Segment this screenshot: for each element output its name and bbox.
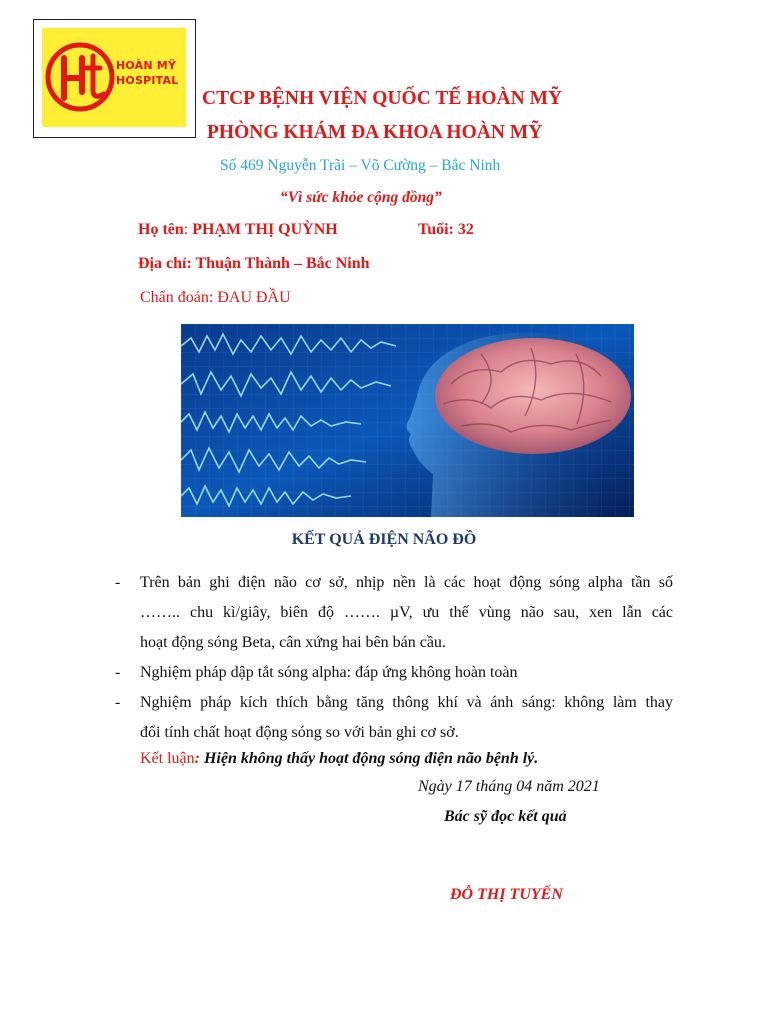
logo-line-2: HOSPITAL — [116, 74, 179, 87]
clinic-name: PHÒNG KHÁM ĐA KHOA HOÀN MỸ — [207, 122, 543, 143]
conclusion-label: Kết luận — [140, 750, 195, 767]
result-item-1-line-1: Trên bản ghi điện não cơ sở, nhịp nền là các hoạt động sóng alpha tần số — [140, 574, 673, 591]
result-item-2-line-1: Nghiệm pháp dập tắt sóng alpha: đáp ứng không hoàn toàn — [140, 664, 518, 681]
hospital-logo — [33, 19, 196, 138]
bullet-marker: - — [115, 664, 121, 681]
result-item-3-line-2: đổi tính chất hoạt động sóng so với bản ghi cơ sở. — [140, 724, 459, 741]
diagnosis-row — [140, 289, 291, 307]
patient-name-label: Họ tên — [138, 221, 184, 238]
conclusion-row — [140, 750, 538, 768]
result-item-3-line-1: Nghiệm pháp kích thích bằng tăng thông khí và ánh sáng: không làm thay — [140, 694, 673, 711]
patient-name-colon: : — [183, 221, 189, 238]
report-date: Ngày 17 tháng 04 năm 2021 — [418, 778, 600, 795]
diagnosis-value: ĐAU ĐẦU — [217, 289, 291, 306]
diagnosis-label: Chẩn đoán: — [140, 289, 214, 306]
logo-background — [42, 28, 186, 127]
doctor-label: Bác sỹ đọc kết quả — [444, 808, 567, 825]
patient-age: 32 — [457, 221, 474, 238]
doctor-name: ĐỖ THỊ TUYẾN — [450, 886, 563, 903]
result-item-1-line-2: …….. chu kì/giây, biên độ ……. µV, ưu thế vùng não sau, xen lẫn các — [140, 604, 673, 621]
result-title: KẾT QUẢ ĐIỆN NÃO ĐỒ — [291, 531, 477, 548]
clinic-address: Số 469 Nguyễn Trãi – Võ Cường – Bắc Ninh — [220, 157, 501, 174]
logo-line-1: HOÀN MỸ — [116, 59, 177, 72]
patient-address-label: Địa chỉ: — [138, 255, 192, 272]
bullet-marker: - — [115, 694, 121, 711]
company-name: CTCP BỆNH VIỆN QUỐC TẾ HOÀN MỸ — [202, 88, 563, 109]
slogan: “Vì sức khỏe cộng đồng” — [280, 189, 442, 206]
eeg-brain-illustration — [181, 324, 634, 517]
patient-age-row — [418, 221, 474, 239]
patient-name: PHẠM THỊ QUỲNH — [192, 221, 338, 238]
conclusion-text: Hiện không thấy hoạt động sóng điện não bệnh lý. — [203, 750, 539, 767]
patient-name-row — [138, 221, 338, 239]
conclusion-colon: : — [194, 750, 200, 767]
patient-address-row — [138, 255, 370, 273]
patient-age-label: Tuổi: — [418, 221, 454, 238]
bullet-marker: - — [115, 574, 121, 591]
patient-address: Thuận Thành – Bắc Ninh — [195, 255, 370, 272]
brain-wave-image — [181, 324, 634, 517]
result-item-1-line-3: hoạt động sóng Beta, cân xứng hai bên bán cầu. — [140, 634, 446, 651]
logo-wordmark — [116, 58, 178, 88]
